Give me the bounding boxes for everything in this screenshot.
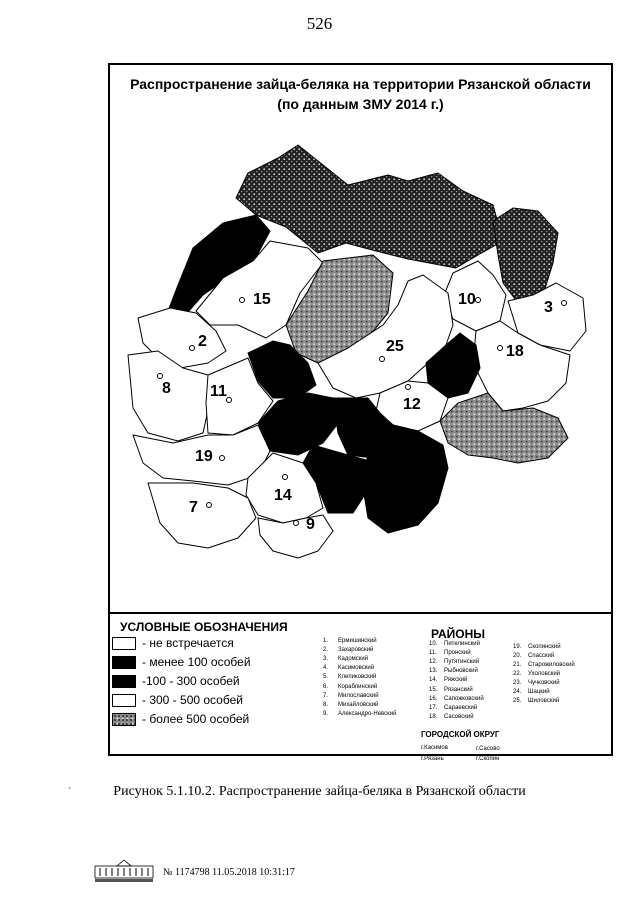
label-8: 8 (162, 380, 171, 397)
legend-item (112, 673, 240, 689)
district-entry: 18. Сасовский (429, 714, 474, 720)
label-14: 14 (274, 487, 292, 504)
district-entry: 23. Чучковский (513, 680, 560, 686)
legend-swatch-white (112, 694, 136, 707)
district-entry: 2. Захаровский (323, 647, 374, 653)
district-entry: 17. Сараевский (429, 705, 478, 711)
label-25: 25 (386, 338, 404, 355)
page-number: 526 (306, 14, 333, 33)
label-7: 7 (189, 499, 198, 516)
district-entry: 6. Кораблинский (323, 684, 378, 690)
building-stamp-icon (92, 858, 156, 884)
legend-label: - не встречается (142, 636, 234, 650)
district-entry: 22. Ухоловский (513, 671, 561, 677)
map-title-line2: (по данным ЗМУ 2014 г.) (277, 96, 444, 112)
district-entry: 11. Пронский (429, 650, 471, 656)
district-black-se (363, 425, 448, 533)
urban-district-item: г.Касимов (421, 745, 448, 751)
legend-label: - менее 100 особей (142, 655, 251, 669)
district-entry: 1. Ермишинский (323, 638, 377, 644)
district-7 (148, 483, 256, 548)
label-19: 19 (195, 448, 213, 465)
district-entry: 20. Спасский (513, 653, 555, 659)
label-2: 2 (198, 333, 207, 350)
document-id: № 1174798 11.05.2018 10:31:17 (163, 867, 295, 878)
legend-label: - более 500 особей (142, 712, 250, 726)
legend-item (112, 635, 234, 651)
district-entry: 4. Касимовский (323, 665, 375, 671)
district-entry: 14. Ряжский (429, 677, 468, 683)
legend-swatch-black (112, 675, 136, 688)
district-entry: 8. Михайловский (323, 702, 379, 708)
legend-label: - 300 - 500 особей (142, 693, 243, 707)
label-18: 18 (506, 343, 524, 360)
urban-district-item: г.Сасово (476, 746, 500, 752)
map-title-line1: Распространение зайца-беляка на территории Рязанской области (130, 76, 591, 92)
label-12: 12 (403, 396, 421, 413)
district-entry: 3. Кадомский (323, 656, 369, 662)
label-3: 3 (544, 299, 553, 316)
urban-district-item: г.Рязань (421, 756, 444, 762)
region-map (108, 63, 613, 613)
legend-title: УСЛОВНЫЕ ОБОЗНАЧЕНИЯ (120, 620, 288, 634)
legend-label: -100 - 300 особей (142, 674, 240, 688)
scan-mark: ` (68, 787, 72, 798)
district-entry: 25. Шиловский (513, 698, 560, 704)
label-15: 15 (253, 291, 271, 308)
districts-title: РАЙОНЫ (431, 627, 485, 641)
label-10: 10 (458, 291, 476, 308)
district-entry: 13. Рыбновский (429, 668, 478, 674)
figure-caption: Рисунок 5.1.10.2. Распространение зайца-беляка в Рязанской области (113, 784, 526, 799)
legend-divider (110, 612, 611, 614)
district-entry: 15. Рязанский (429, 687, 473, 693)
legend-swatch-white (112, 637, 136, 650)
district-entry: 9. Александро-Невский (323, 711, 397, 717)
urban-district-title: ГОРОДСКОЙ ОКРУГ (421, 730, 500, 739)
district-entry: 19. Скопинский (513, 644, 561, 650)
legend-item (112, 654, 251, 670)
label-9: 9 (306, 516, 315, 533)
legend-item (112, 711, 249, 727)
label-11: 11 (210, 383, 227, 400)
legend-swatch-black (112, 656, 136, 669)
legend-swatch-dotted (112, 713, 136, 726)
district-entry: 5. Клепиковский (323, 674, 377, 680)
district-entry: 7. Милославский (323, 693, 379, 699)
district-entry: 24. Шацкий (513, 689, 550, 695)
urban-district-item: г.Скопин (476, 756, 500, 762)
district-entry: 21. Старожиловский (513, 662, 575, 668)
district-entry: 16. Сапожковский (429, 696, 484, 702)
district-entry: 12. Путятинский (429, 659, 480, 665)
district-entry: 10. Пителинский (429, 641, 480, 647)
legend-item (112, 692, 243, 708)
